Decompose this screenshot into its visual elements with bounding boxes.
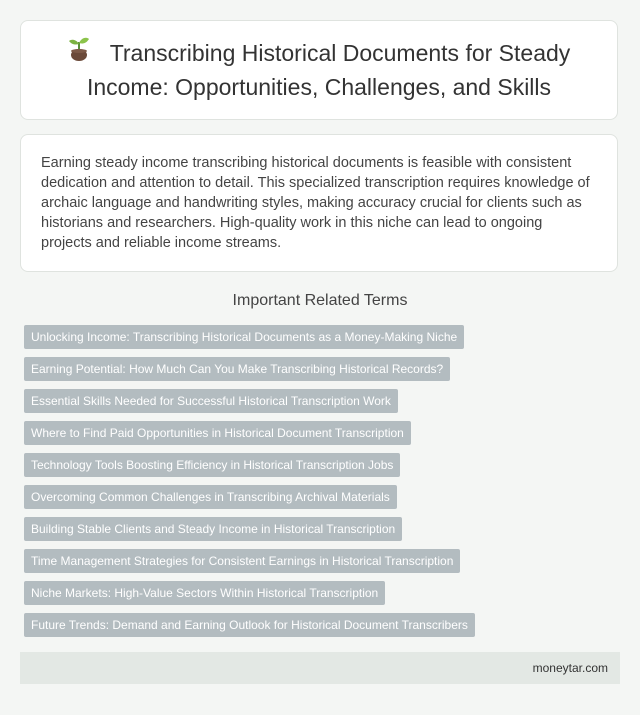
- related-terms-list: [24, 325, 475, 645]
- list-item: [24, 389, 475, 413]
- intro-card: [20, 134, 618, 272]
- list-item: [24, 421, 475, 445]
- related-term-link[interactable]: Earning Potential: How Much Can You Make Transcribing Historical Records?: [24, 357, 450, 381]
- page-title: [21, 38, 617, 101]
- list-item: [24, 549, 475, 573]
- list-item: [24, 325, 475, 349]
- list-item: [24, 581, 475, 605]
- related-term-link[interactable]: Technology Tools Boosting Efficiency in Historical Transcription Jobs: [24, 453, 400, 477]
- list-item: [24, 613, 475, 637]
- title-card: [20, 20, 618, 120]
- related-term-link[interactable]: Niche Markets: High-Value Sectors Within Historical Transcription: [24, 581, 385, 605]
- related-term-link[interactable]: Essential Skills Needed for Successful Historical Transcription Work: [24, 389, 398, 413]
- related-term-link[interactable]: Future Trends: Demand and Earning Outlook for Historical Document Transcribers: [24, 613, 475, 637]
- related-terms-heading: Important Related Terms: [232, 292, 408, 309]
- list-item: [24, 357, 475, 381]
- footer-site-name: moneytar.com: [532, 661, 608, 675]
- intro-paragraph: Earning steady income transcribing historical documents is feasible with consistent dedication and attention to detail. This specialized transcription requires knowledge of archaic language and handwriting styles, making accuracy crucial for clients such as historians and researchers. High-quality work in this niche can lead to ongoing projects and reliable income streams.: [41, 155, 590, 251]
- footer: [20, 652, 620, 684]
- page-title-text: Transcribing Historical Documents for Steady Income: Opportunities, Challenges, and Skills: [86, 40, 571, 100]
- related-term-link[interactable]: Time Management Strategies for Consistent Earnings in Historical Transcription: [24, 549, 460, 573]
- related-term-link[interactable]: Where to Find Paid Opportunities in Historical Document Transcription: [24, 421, 411, 445]
- related-term-link[interactable]: Unlocking Income: Transcribing Historical Documents as a Money-Making Niche: [24, 325, 464, 349]
- list-item: [24, 453, 475, 477]
- related-term-link[interactable]: Overcoming Common Challenges in Transcribing Archival Materials: [24, 485, 397, 509]
- seedling-icon: [68, 35, 90, 68]
- list-item: [24, 517, 475, 541]
- related-term-link[interactable]: Building Stable Clients and Steady Income in Historical Transcription: [24, 517, 402, 541]
- list-item: [24, 485, 475, 509]
